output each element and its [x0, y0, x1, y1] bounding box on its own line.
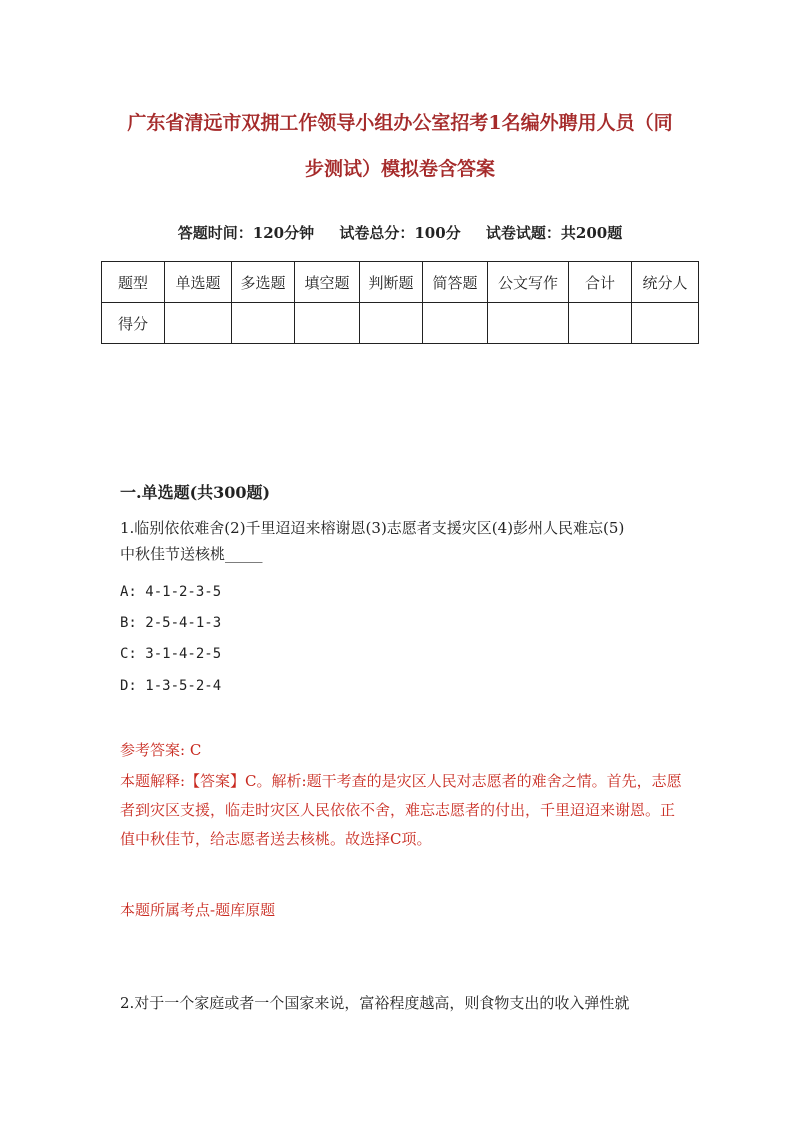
question-1-stem — [120, 515, 680, 567]
exam-meta — [0, 222, 800, 243]
score-cell — [360, 303, 423, 344]
score-header-cell: 统分人 — [632, 262, 699, 303]
option-c: C: 3-1-4-2-5 — [120, 646, 222, 662]
option-d: D: 1-3-5-2-4 — [120, 678, 222, 694]
score-row-label: 得分 — [102, 303, 165, 344]
reference-answer: 参考答案: C — [120, 741, 202, 759]
option-b: B: 2-5-4-1-3 — [120, 615, 222, 631]
question-1-line-2: 中秋佳节送核桃_____ — [120, 545, 263, 563]
score-table-header-row — [102, 262, 699, 303]
title-line-2: 步测试）模拟卷含答案 — [304, 158, 495, 180]
question-2-stem — [120, 990, 680, 1016]
score-cell — [632, 303, 699, 344]
question-source: 本题所属考点-题库原题 — [120, 901, 276, 919]
score-cell — [165, 303, 232, 344]
score-header-cell: 合计 — [569, 262, 632, 303]
question-2-line-1: 2.对于一个家庭或者一个国家来说，富裕程度越高，则食物支出的收入弹性就 — [120, 994, 630, 1012]
question-1-line-1: 1.临别依依难舍(2)千里迢迢来榕谢恩(3)志愿者支援灾区(4)彭州人民难忘(5) — [120, 519, 625, 537]
document-title — [100, 100, 700, 192]
score-cell — [488, 303, 569, 344]
score-cell — [232, 303, 295, 344]
score-cell — [295, 303, 360, 344]
score-cell — [423, 303, 488, 344]
score-header-cell: 填空题 — [295, 262, 360, 303]
score-header-cell: 公文写作 — [488, 262, 569, 303]
section-title: 一.单选题(共300题) — [120, 483, 271, 502]
exam-question-count: 试卷试题：共200题 — [485, 224, 623, 242]
score-header-cell: 判断题 — [360, 262, 423, 303]
title-line-1: 广东省清远市双拥工作领导小组办公室招考1名编外聘用人员（同 — [127, 112, 673, 134]
exam-time: 答题时间：120分钟 — [177, 224, 315, 242]
score-cell — [569, 303, 632, 344]
score-table — [101, 261, 699, 344]
score-header-cell: 单选题 — [165, 262, 232, 303]
answer-explanation: 本题解释:【答案】C。解析:题干考查的是灾区人民对志愿者的难舍之情。首先，志愿者到灾区支援，临走时灾区人民依依不舍，难忘志愿者的付出，千里迢迢来谢恩。正值中秋佳节，给志愿者送去核桃。故选择C项。 — [120, 772, 682, 848]
score-header-cell: 题型 — [102, 262, 165, 303]
score-header-cell: 简答题 — [423, 262, 488, 303]
option-a: A: 4-1-2-3-5 — [120, 584, 222, 600]
exam-total-score: 试卷总分：100分 — [339, 224, 461, 242]
score-table-score-row — [102, 303, 699, 344]
score-header-cell: 多选题 — [232, 262, 295, 303]
